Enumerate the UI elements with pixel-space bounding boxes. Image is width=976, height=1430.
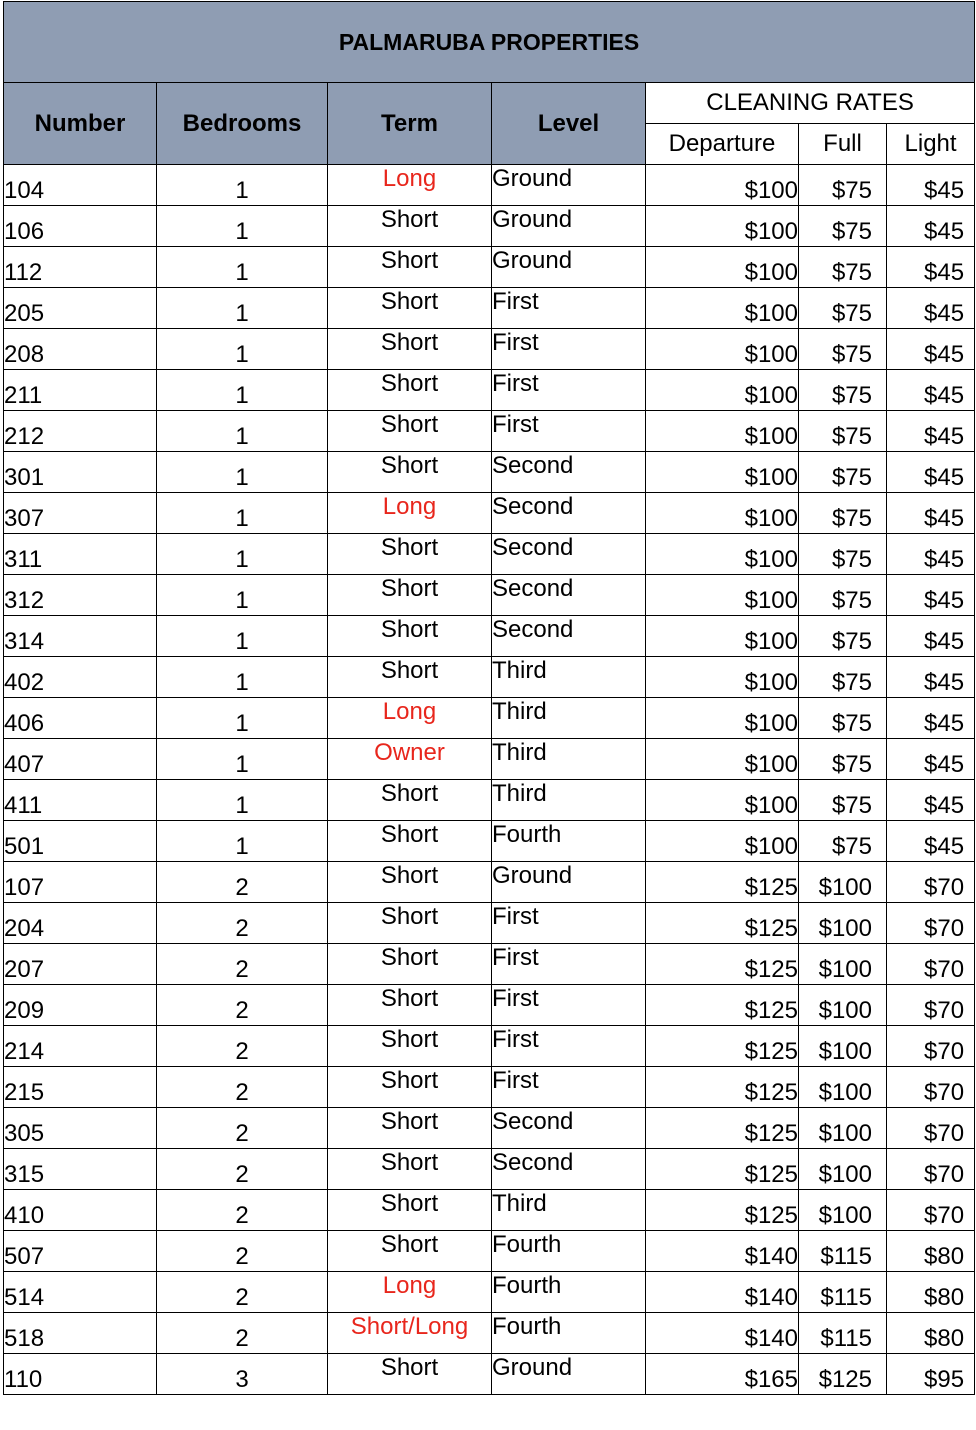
cell-departure-rate: $100	[646, 739, 799, 780]
cell-level: Third	[492, 780, 646, 821]
cell-full-rate: $75	[799, 616, 887, 657]
cell-level: Second	[492, 493, 646, 534]
cell-term: Short	[328, 575, 492, 616]
cell-bedrooms: 1	[157, 657, 328, 698]
cell-term: Short	[328, 534, 492, 575]
cell-departure-rate: $100	[646, 411, 799, 452]
cell-light-rate: $70	[887, 944, 975, 985]
cell-bedrooms: 2	[157, 1026, 328, 1067]
cell-term: Short	[328, 1354, 492, 1395]
cell-term: Short	[328, 616, 492, 657]
cell-full-rate: $115	[799, 1272, 887, 1313]
table-row	[4, 985, 975, 1026]
cell-bedrooms: 1	[157, 329, 328, 370]
cell-bedrooms: 1	[157, 247, 328, 288]
cell-term: Short	[328, 329, 492, 370]
cell-term: Short	[328, 1149, 492, 1190]
cell-full-rate: $100	[799, 1108, 887, 1149]
cell-term: Short	[328, 903, 492, 944]
cell-departure-rate: $100	[646, 780, 799, 821]
cell-number: 307	[4, 493, 157, 534]
cell-term: Short	[328, 370, 492, 411]
table-row	[4, 698, 975, 739]
cell-number: 207	[4, 944, 157, 985]
cell-full-rate: $100	[799, 903, 887, 944]
cell-full-rate: $75	[799, 206, 887, 247]
cell-term: Short	[328, 1026, 492, 1067]
cell-full-rate: $75	[799, 575, 887, 616]
table-row	[4, 206, 975, 247]
cell-number: 407	[4, 739, 157, 780]
cell-bedrooms: 2	[157, 1149, 328, 1190]
cell-number: 215	[4, 1067, 157, 1108]
cell-level: Second	[492, 616, 646, 657]
cell-light-rate: $45	[887, 206, 975, 247]
cell-light-rate: $45	[887, 821, 975, 862]
cell-number: 402	[4, 657, 157, 698]
cell-number: 315	[4, 1149, 157, 1190]
table-row	[4, 247, 975, 288]
cell-level: Third	[492, 657, 646, 698]
cell-bedrooms: 1	[157, 411, 328, 452]
cell-full-rate: $75	[799, 657, 887, 698]
cell-level: Ground	[492, 206, 646, 247]
cell-departure-rate: $100	[646, 247, 799, 288]
table-row	[4, 944, 975, 985]
cell-full-rate: $75	[799, 821, 887, 862]
cell-light-rate: $45	[887, 657, 975, 698]
cell-number: 107	[4, 862, 157, 903]
cell-term: Short	[328, 862, 492, 903]
table-row	[4, 616, 975, 657]
cell-departure-rate: $100	[646, 534, 799, 575]
table-row	[4, 1067, 975, 1108]
cell-full-rate: $75	[799, 493, 887, 534]
table-row	[4, 370, 975, 411]
cell-number: 410	[4, 1190, 157, 1231]
table-row	[4, 739, 975, 780]
cell-number: 209	[4, 985, 157, 1026]
cell-term: Long	[328, 698, 492, 739]
cell-level: First	[492, 370, 646, 411]
cell-term: Short	[328, 288, 492, 329]
cell-light-rate: $70	[887, 985, 975, 1026]
cell-level: First	[492, 985, 646, 1026]
cell-number: 212	[4, 411, 157, 452]
cell-level: Ground	[492, 165, 646, 206]
cell-light-rate: $45	[887, 739, 975, 780]
table-row	[4, 329, 975, 370]
table-row	[4, 1190, 975, 1231]
cell-term: Short	[328, 1231, 492, 1272]
table-row	[4, 1313, 975, 1354]
cell-level: Fourth	[492, 1272, 646, 1313]
cell-light-rate: $80	[887, 1313, 975, 1354]
cell-full-rate: $100	[799, 1190, 887, 1231]
cell-bedrooms: 1	[157, 452, 328, 493]
cell-number: 501	[4, 821, 157, 862]
cell-bedrooms: 2	[157, 944, 328, 985]
cell-number: 518	[4, 1313, 157, 1354]
table-row	[4, 411, 975, 452]
cell-number: 314	[4, 616, 157, 657]
cell-light-rate: $45	[887, 534, 975, 575]
header-departure: Departure	[646, 124, 799, 165]
cell-full-rate: $75	[799, 247, 887, 288]
cell-departure-rate: $140	[646, 1313, 799, 1354]
table-body	[4, 165, 975, 1395]
cell-level: Third	[492, 698, 646, 739]
cell-departure-rate: $100	[646, 657, 799, 698]
cell-term: Short	[328, 944, 492, 985]
cell-full-rate: $75	[799, 739, 887, 780]
cell-departure-rate: $125	[646, 1026, 799, 1067]
cell-full-rate: $100	[799, 985, 887, 1026]
cell-full-rate: $75	[799, 780, 887, 821]
cell-number: 211	[4, 370, 157, 411]
cell-number: 104	[4, 165, 157, 206]
cell-term: Short	[328, 247, 492, 288]
cell-number: 112	[4, 247, 157, 288]
cell-light-rate: $45	[887, 165, 975, 206]
table-row	[4, 165, 975, 206]
cell-full-rate: $100	[799, 944, 887, 985]
cell-number: 106	[4, 206, 157, 247]
cell-level: Fourth	[492, 1231, 646, 1272]
cell-term: Short	[328, 780, 492, 821]
cell-number: 205	[4, 288, 157, 329]
cell-level: Fourth	[492, 821, 646, 862]
cell-departure-rate: $125	[646, 1149, 799, 1190]
cell-full-rate: $100	[799, 1026, 887, 1067]
cell-number: 311	[4, 534, 157, 575]
cell-departure-rate: $100	[646, 493, 799, 534]
cell-term: Short	[328, 1067, 492, 1108]
table-row	[4, 288, 975, 329]
cell-full-rate: $75	[799, 370, 887, 411]
cell-light-rate: $70	[887, 1026, 975, 1067]
cell-departure-rate: $140	[646, 1231, 799, 1272]
table-row	[4, 903, 975, 944]
cell-full-rate: $100	[799, 862, 887, 903]
cell-number: 514	[4, 1272, 157, 1313]
cell-level: Ground	[492, 247, 646, 288]
cell-level: Ground	[492, 862, 646, 903]
cell-term: Short	[328, 411, 492, 452]
cell-bedrooms: 1	[157, 493, 328, 534]
cell-number: 312	[4, 575, 157, 616]
cell-level: Ground	[492, 1354, 646, 1395]
cell-light-rate: $45	[887, 452, 975, 493]
cell-full-rate: $75	[799, 698, 887, 739]
cell-light-rate: $70	[887, 1067, 975, 1108]
table-row	[4, 780, 975, 821]
cell-bedrooms: 2	[157, 1108, 328, 1149]
cell-term: Short	[328, 1190, 492, 1231]
cell-light-rate: $70	[887, 1108, 975, 1149]
cell-light-rate: $45	[887, 370, 975, 411]
cell-light-rate: $70	[887, 1149, 975, 1190]
cell-level: First	[492, 1067, 646, 1108]
cell-light-rate: $70	[887, 1190, 975, 1231]
table-row	[4, 1108, 975, 1149]
cell-level: Fourth	[492, 1313, 646, 1354]
cell-level: Second	[492, 452, 646, 493]
cell-term: Short	[328, 985, 492, 1026]
cell-level: First	[492, 288, 646, 329]
cell-full-rate: $75	[799, 288, 887, 329]
cell-term: Short	[328, 1108, 492, 1149]
cell-departure-rate: $100	[646, 165, 799, 206]
cell-bedrooms: 1	[157, 739, 328, 780]
cell-full-rate: $75	[799, 411, 887, 452]
cell-bedrooms: 1	[157, 698, 328, 739]
table-row	[4, 657, 975, 698]
header-cleaning-rates: CLEANING RATES	[646, 83, 975, 124]
cell-departure-rate: $125	[646, 862, 799, 903]
cell-departure-rate: $125	[646, 985, 799, 1026]
cell-level: Second	[492, 575, 646, 616]
cell-light-rate: $45	[887, 780, 975, 821]
cell-light-rate: $45	[887, 575, 975, 616]
cell-bedrooms: 2	[157, 985, 328, 1026]
cell-bedrooms: 1	[157, 370, 328, 411]
cell-departure-rate: $100	[646, 575, 799, 616]
cell-full-rate: $115	[799, 1231, 887, 1272]
cell-level: First	[492, 411, 646, 452]
cell-full-rate: $75	[799, 452, 887, 493]
table-row	[4, 493, 975, 534]
cell-bedrooms: 2	[157, 1067, 328, 1108]
cell-bedrooms: 1	[157, 616, 328, 657]
cell-bedrooms: 1	[157, 534, 328, 575]
cell-bedrooms: 1	[157, 780, 328, 821]
cell-term: Long	[328, 493, 492, 534]
cell-light-rate: $45	[887, 411, 975, 452]
header-light: Light	[887, 124, 975, 165]
sheet-title: PALMARUBA PROPERTIES	[4, 2, 975, 83]
header-term: Term	[328, 83, 492, 165]
cell-number: 110	[4, 1354, 157, 1395]
cell-light-rate: $45	[887, 698, 975, 739]
cell-departure-rate: $100	[646, 616, 799, 657]
cell-term: Owner	[328, 739, 492, 780]
cell-bedrooms: 1	[157, 288, 328, 329]
cell-departure-rate: $100	[646, 452, 799, 493]
table-row	[4, 1026, 975, 1067]
cell-light-rate: $95	[887, 1354, 975, 1395]
cell-level: Third	[492, 739, 646, 780]
table-row	[4, 452, 975, 493]
table-row	[4, 821, 975, 862]
cell-departure-rate: $125	[646, 903, 799, 944]
cell-bedrooms: 2	[157, 1272, 328, 1313]
cell-light-rate: $45	[887, 616, 975, 657]
cell-bedrooms: 1	[157, 206, 328, 247]
cell-departure-rate: $100	[646, 821, 799, 862]
cell-level: First	[492, 944, 646, 985]
cell-number: 507	[4, 1231, 157, 1272]
cell-level: First	[492, 329, 646, 370]
cell-term: Short	[328, 657, 492, 698]
cell-bedrooms: 1	[157, 575, 328, 616]
cell-light-rate: $80	[887, 1231, 975, 1272]
cell-term: Long	[328, 165, 492, 206]
cell-full-rate: $75	[799, 534, 887, 575]
cell-departure-rate: $125	[646, 1067, 799, 1108]
header-number: Number	[4, 83, 157, 165]
cell-bedrooms: 1	[157, 821, 328, 862]
cell-term: Short/Long	[328, 1313, 492, 1354]
cell-number: 208	[4, 329, 157, 370]
header-full: Full	[799, 124, 887, 165]
table-row	[4, 1354, 975, 1395]
cell-level: First	[492, 903, 646, 944]
cell-full-rate: $75	[799, 165, 887, 206]
cell-term: Short	[328, 452, 492, 493]
cell-full-rate: $75	[799, 329, 887, 370]
table-row	[4, 1149, 975, 1190]
cell-term: Short	[328, 206, 492, 247]
cell-departure-rate: $140	[646, 1272, 799, 1313]
cell-number: 406	[4, 698, 157, 739]
table-row	[4, 1272, 975, 1313]
cell-departure-rate: $100	[646, 698, 799, 739]
cell-level: Second	[492, 1108, 646, 1149]
cell-full-rate: $125	[799, 1354, 887, 1395]
cell-light-rate: $45	[887, 493, 975, 534]
cell-full-rate: $115	[799, 1313, 887, 1354]
table-row	[4, 534, 975, 575]
cell-full-rate: $100	[799, 1067, 887, 1108]
cell-light-rate: $70	[887, 862, 975, 903]
cell-number: 214	[4, 1026, 157, 1067]
cell-departure-rate: $125	[646, 944, 799, 985]
header-bedrooms: Bedrooms	[157, 83, 328, 165]
header-level: Level	[492, 83, 646, 165]
cell-number: 411	[4, 780, 157, 821]
cell-bedrooms: 2	[157, 1190, 328, 1231]
table-row	[4, 1231, 975, 1272]
cell-bedrooms: 2	[157, 903, 328, 944]
table-row	[4, 862, 975, 903]
cell-light-rate: $80	[887, 1272, 975, 1313]
properties-table	[3, 1, 975, 1395]
cell-light-rate: $45	[887, 329, 975, 370]
cell-departure-rate: $165	[646, 1354, 799, 1395]
cell-term: Short	[328, 821, 492, 862]
cell-bedrooms: 3	[157, 1354, 328, 1395]
cell-departure-rate: $100	[646, 288, 799, 329]
cell-light-rate: $45	[887, 247, 975, 288]
cell-bedrooms: 2	[157, 1313, 328, 1354]
cell-departure-rate: $125	[646, 1108, 799, 1149]
cell-number: 305	[4, 1108, 157, 1149]
cell-light-rate: $45	[887, 288, 975, 329]
cell-term: Long	[328, 1272, 492, 1313]
cell-level: Second	[492, 1149, 646, 1190]
cell-level: Second	[492, 534, 646, 575]
cell-level: Third	[492, 1190, 646, 1231]
cell-bedrooms: 1	[157, 165, 328, 206]
cell-bedrooms: 2	[157, 1231, 328, 1272]
cell-number: 301	[4, 452, 157, 493]
cell-bedrooms: 2	[157, 862, 328, 903]
cell-departure-rate: $125	[646, 1190, 799, 1231]
cell-full-rate: $100	[799, 1149, 887, 1190]
cell-departure-rate: $100	[646, 370, 799, 411]
cell-light-rate: $70	[887, 903, 975, 944]
cell-departure-rate: $100	[646, 206, 799, 247]
table-row	[4, 575, 975, 616]
cell-level: First	[492, 1026, 646, 1067]
cell-number: 204	[4, 903, 157, 944]
cell-departure-rate: $100	[646, 329, 799, 370]
